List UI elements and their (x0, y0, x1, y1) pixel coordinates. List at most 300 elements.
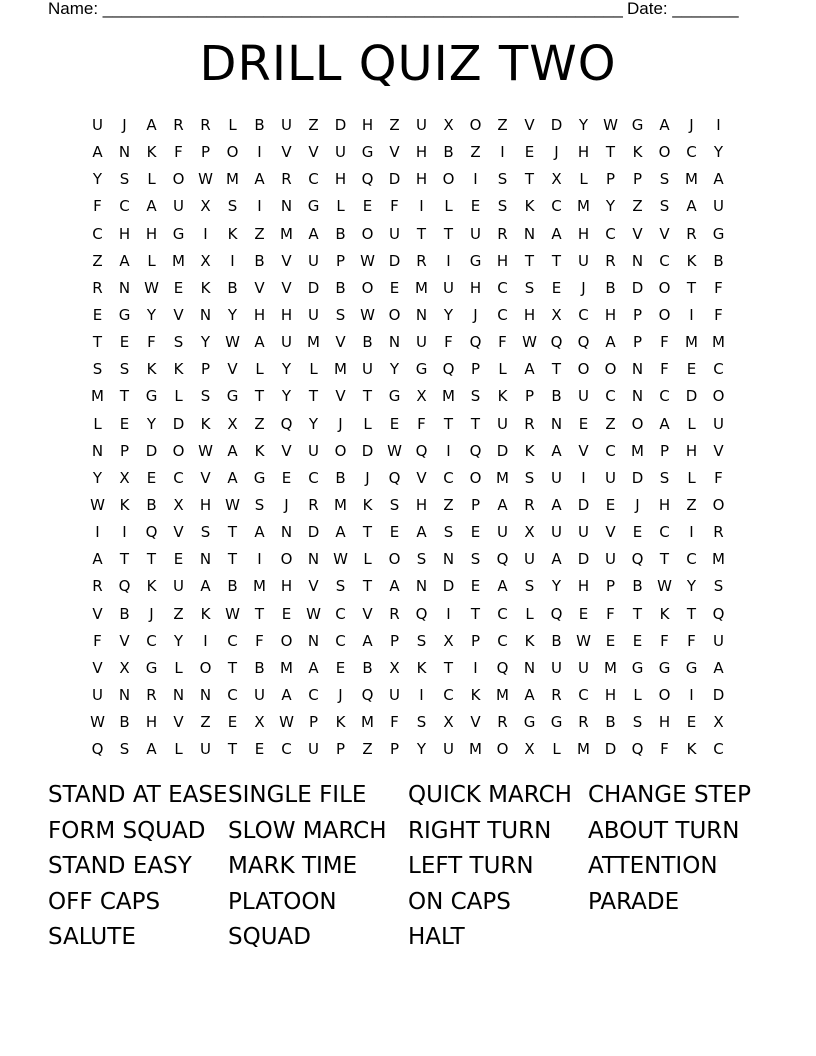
grid-letter: M (604, 658, 617, 677)
grid-letter: D (550, 116, 563, 134)
grid-letter: U (308, 740, 319, 759)
grid-letter: T (551, 251, 562, 270)
grid-row (84, 221, 732, 248)
grid-letter: P (470, 631, 481, 650)
grid-row (84, 709, 732, 736)
grid-letter: C (497, 278, 508, 297)
grid-letter: D (307, 278, 320, 297)
grid-letter: O (604, 360, 617, 379)
grid-letter: G (415, 360, 428, 379)
grid-letter: W (198, 441, 213, 460)
grid-letter: X (524, 740, 535, 759)
grid-letter: H (685, 441, 698, 460)
grid-letter: V (470, 713, 481, 732)
grid-letter: A (92, 143, 103, 162)
grid-letter: A (92, 550, 103, 569)
word-list-item: OFF CAPS (48, 888, 161, 915)
grid-letter: H (415, 170, 428, 189)
grid-letter: X (119, 468, 130, 487)
grid-letter: K (173, 360, 184, 379)
grid-letter: H (280, 305, 293, 324)
grid-letter: S (119, 170, 130, 189)
grid-letter: J (473, 305, 478, 324)
grid-letter: M (685, 333, 698, 352)
grid-letter: H (415, 495, 428, 514)
grid-letter: E (389, 278, 400, 297)
grid-letter: Z (389, 116, 400, 134)
grid-letter: D (442, 577, 455, 596)
grid-letter: K (497, 387, 508, 406)
grid-letter: U (362, 360, 373, 379)
grid-letter: J (689, 116, 694, 134)
grid-letter: D (712, 685, 725, 704)
grid-letter: R (551, 685, 562, 704)
word-list-item: LEFT TURN (408, 853, 534, 880)
grid-letter: U (200, 740, 211, 759)
grid-letter: U (470, 224, 481, 243)
grid-letter: Z (200, 713, 211, 732)
grid-letter: Q (469, 333, 482, 352)
grid-letter: S (173, 333, 184, 352)
grid-letter: S (659, 170, 670, 189)
grid-letter: X (200, 251, 211, 270)
grid-letter: P (119, 441, 130, 460)
grid-letter: K (254, 441, 265, 460)
grid-letter: Q (415, 441, 428, 460)
grid-letter: H (577, 224, 590, 243)
grid-letter: Z (605, 414, 616, 433)
grid-letter: S (416, 713, 427, 732)
grid-letter: M (334, 495, 347, 514)
grid-letter: A (551, 495, 562, 514)
grid-letter: T (443, 224, 454, 243)
grid-letter: D (577, 495, 590, 514)
grid-letter: J (635, 495, 640, 514)
grid-letter: H (577, 577, 590, 596)
grid-letter: H (658, 713, 671, 732)
grid-letter: M (577, 740, 590, 759)
word-list-item: PLATOON (228, 888, 337, 915)
grid-letter: U (497, 523, 508, 542)
grid-letter: O (280, 550, 293, 569)
grid-letter: T (254, 604, 265, 623)
grid-letter: C (281, 740, 292, 759)
grid-letter: Z (308, 116, 319, 134)
grid-letter: E (335, 658, 346, 677)
grid-letter: C (308, 468, 319, 487)
grid-letter: M (280, 658, 293, 677)
grid-letter: C (713, 740, 724, 759)
grid-letter: M (442, 387, 455, 406)
grid-letter: T (362, 577, 373, 596)
grid-letter: T (227, 550, 238, 569)
grid-letter: I (257, 143, 262, 162)
grid-letter: X (551, 170, 562, 189)
grid-letter: E (254, 740, 265, 759)
grid-letter: H (577, 143, 590, 162)
grid-letter: Q (415, 604, 428, 623)
grid-letter: Z (632, 197, 643, 216)
grid-letter: O (469, 468, 482, 487)
grid-letter: Q (442, 360, 455, 379)
grid-letter: N (91, 441, 104, 460)
grid-letter: U (92, 116, 103, 134)
grid-letter: L (93, 414, 102, 433)
grid-letter: T (227, 740, 238, 759)
grid-letter: U (308, 251, 319, 270)
grid-letter: H (280, 577, 293, 596)
grid-letter: N (523, 658, 536, 677)
grid-letter: V (281, 251, 292, 270)
grid-letter: Y (92, 170, 103, 189)
grid-letter: T (362, 523, 373, 542)
grid-letter: G (658, 658, 671, 677)
grid-letter: W (90, 495, 105, 514)
grid-letter: S (524, 278, 535, 297)
grid-letter: S (200, 387, 211, 406)
grid-letter: O (658, 278, 671, 297)
grid-letter: A (497, 495, 508, 514)
grid-letter: U (254, 685, 265, 704)
grid-letter: O (334, 441, 347, 460)
grid-letter: T (605, 143, 616, 162)
grid-letter: Y (605, 197, 616, 216)
grid-letter: T (416, 224, 427, 243)
grid-letter: R (389, 604, 400, 623)
grid-letter: H (415, 143, 428, 162)
grid-letter: K (200, 278, 211, 297)
grid-letter: W (144, 278, 159, 297)
grid-letter: W (603, 116, 618, 134)
grid-letter: V (713, 441, 724, 460)
grid-letter: U (443, 740, 454, 759)
grid-letter: W (279, 713, 294, 732)
grid-letter: F (714, 305, 723, 324)
grid-letter: M (91, 387, 104, 406)
grid-letter: F (390, 197, 399, 216)
grid-letter: S (443, 523, 454, 542)
grid-letter: O (469, 116, 482, 134)
grid-letter: C (497, 604, 508, 623)
grid-letter: A (119, 251, 130, 270)
grid-letter: Z (254, 224, 265, 243)
grid-letter: K (524, 197, 535, 216)
grid-letter: B (146, 495, 157, 514)
grid-letter: N (442, 550, 455, 569)
grid-letter: A (308, 224, 319, 243)
grid-letter: F (606, 604, 615, 623)
grid-letter: L (174, 387, 183, 406)
grid-letter: R (200, 116, 211, 134)
grid-letter: Q (280, 414, 293, 433)
grid-letter: B (254, 658, 265, 677)
grid-letter: Z (686, 495, 697, 514)
grid-letter: N (631, 251, 644, 270)
word-list-item: PARADE (588, 888, 680, 915)
grid-letter: G (712, 224, 725, 243)
grid-letter: B (119, 713, 130, 732)
grid-letter: X (227, 414, 238, 433)
grid-letter: V (632, 224, 643, 243)
grid-row (84, 682, 732, 709)
grid-letter: S (524, 577, 535, 596)
grid-letter: Q (577, 333, 590, 352)
grid-letter: M (172, 251, 185, 270)
grid-row (84, 356, 732, 383)
grid-letter: F (147, 333, 156, 352)
word-list-item: CHANGE STEP (588, 782, 752, 808)
grid-letter: G (145, 387, 158, 406)
grid-letter: P (524, 387, 535, 406)
grid-letter: B (632, 577, 643, 596)
grid-letter: M (496, 685, 509, 704)
grid-letter: E (119, 333, 130, 352)
grid-letter: V (173, 713, 184, 732)
grid-letter: S (335, 577, 346, 596)
grid-letter: Y (281, 360, 292, 379)
grid-letter: L (363, 414, 372, 433)
word-list-item: HALT (408, 924, 465, 951)
grid-letter: E (389, 523, 400, 542)
grid-letter: P (200, 360, 211, 379)
grid-letter: E (173, 550, 184, 569)
grid-letter: Z (470, 143, 481, 162)
grid-letter: M (712, 550, 725, 569)
grid-letter: W (387, 441, 402, 460)
grid-letter: X (173, 495, 184, 514)
word-list-item: STAND AT EASE (48, 782, 228, 808)
grid-letter: Q (388, 468, 401, 487)
grid-letter: L (147, 251, 156, 270)
grid-letter: F (174, 143, 183, 162)
grid-letter: T (308, 387, 319, 406)
grid-letter: A (254, 333, 265, 352)
grid-letter: E (362, 197, 373, 216)
grid-letter: I (581, 468, 586, 487)
grid-letter: R (686, 224, 697, 243)
grid-letter: F (93, 197, 102, 216)
grid-letter: P (470, 360, 481, 379)
grid-letter: O (172, 170, 185, 189)
grid-letter: S (119, 740, 130, 759)
grid-letter: V (119, 631, 130, 650)
grid-letter: R (713, 523, 724, 542)
grid-letter: Q (550, 604, 563, 623)
grid-letter: F (390, 713, 399, 732)
grid-letter: T (470, 604, 481, 623)
grid-row (84, 248, 732, 275)
grid-letter: G (145, 658, 158, 677)
grid-letter: S (659, 197, 670, 216)
grid-letter: D (145, 441, 158, 460)
grid-row (84, 139, 732, 166)
grid-letter: D (388, 251, 401, 270)
grid-letter: P (200, 143, 211, 162)
grid-letter: I (122, 523, 127, 542)
grid-letter: S (389, 495, 400, 514)
grid-letter: I (203, 224, 208, 243)
grid-letter: J (365, 468, 370, 487)
grid-letter: A (146, 197, 157, 216)
grid-letter: I (203, 631, 208, 650)
grid-letter: C (146, 631, 157, 650)
grid-letter: R (281, 170, 292, 189)
grid-letter: Z (497, 116, 508, 134)
grid-letter: I (419, 685, 424, 704)
grid-letter: C (578, 305, 589, 324)
word-list-item: ABOUT TURN (588, 817, 740, 844)
grid-letter: U (497, 414, 508, 433)
grid-letter: O (172, 441, 185, 460)
grid-row (84, 275, 732, 302)
grid-letter: L (309, 360, 318, 379)
grid-row (84, 601, 732, 628)
grid-letter: H (604, 305, 617, 324)
grid-letter: R (416, 251, 427, 270)
grid-letter: E (551, 278, 562, 297)
grid-letter: L (174, 658, 183, 677)
grid-letter: B (443, 143, 454, 162)
grid-letter: G (253, 468, 266, 487)
grid-letter: U (443, 278, 454, 297)
grid-letter: G (631, 116, 644, 134)
grid-letter: K (362, 495, 373, 514)
grid-letter: X (119, 658, 130, 677)
grid-letter: R (308, 495, 319, 514)
grid-letter: F (498, 333, 507, 352)
grid-letter: Y (713, 143, 724, 162)
grid-letter: E (605, 495, 616, 514)
grid-letter: E (173, 278, 184, 297)
grid-letter: I (689, 305, 694, 324)
grid-letter: A (551, 224, 562, 243)
grid-letter: O (712, 387, 725, 406)
grid-letter: N (523, 224, 536, 243)
grid-letter: M (685, 170, 698, 189)
grid-letter: S (92, 360, 103, 379)
grid-letter: U (551, 523, 562, 542)
grid-letter: Q (496, 550, 509, 569)
grid-letter: V (92, 658, 103, 677)
grid-letter: G (118, 305, 131, 324)
grid-letter: D (361, 441, 374, 460)
grid-letter: U (389, 224, 400, 243)
grid-letter: P (335, 251, 346, 270)
grid-letter: F (687, 631, 696, 650)
grid-letter: V (416, 468, 427, 487)
grid-letter: Y (281, 387, 292, 406)
grid-letter: E (524, 143, 535, 162)
grid-letter: C (443, 685, 454, 704)
grid-letter: M (280, 224, 293, 243)
grid-row (84, 166, 732, 193)
grid-letter: Y (443, 305, 454, 324)
grid-letter: X (443, 713, 454, 732)
grid-letter: L (444, 197, 453, 216)
grid-letter: U (605, 468, 616, 487)
grid-letter: U (416, 116, 427, 134)
grid-letter: R (497, 713, 508, 732)
grid-letter: B (362, 658, 373, 677)
grid-letter: C (173, 468, 184, 487)
grid-letter: D (334, 116, 347, 134)
grid-letter: W (225, 495, 240, 514)
grid-letter: K (416, 658, 427, 677)
grid-letter: F (714, 468, 723, 487)
grid-letter: P (389, 631, 400, 650)
grid-letter: L (336, 197, 345, 216)
grid-letter: E (470, 523, 481, 542)
grid-letter: G (469, 251, 482, 270)
grid-letter: W (657, 577, 672, 596)
grid-letter: U (578, 387, 589, 406)
grid-letter: N (118, 685, 131, 704)
grid-letter: K (524, 441, 535, 460)
grid-letter: K (119, 495, 130, 514)
grid-letter: C (119, 197, 130, 216)
grid-letter: F (93, 631, 102, 650)
grid-letter: J (338, 414, 343, 433)
grid-letter: C (578, 685, 589, 704)
grid-letter: V (92, 604, 103, 623)
grid-letter: A (362, 631, 373, 650)
grid-letter: H (604, 685, 617, 704)
grid-letter: N (388, 333, 401, 352)
grid-letter: T (524, 251, 535, 270)
grid-letter: N (199, 305, 212, 324)
grid-letter: U (578, 658, 589, 677)
grid-letter: E (389, 414, 400, 433)
grid-letter: D (631, 278, 644, 297)
grid-letter: F (714, 278, 723, 297)
grid-letter: L (633, 685, 642, 704)
grid-letter: H (334, 170, 347, 189)
grid-letter: S (632, 713, 643, 732)
word-list-item: FORM SQUAD (48, 817, 206, 844)
grid-row (84, 546, 732, 573)
word-list-item: ATTENTION (588, 853, 718, 880)
grid-letter: B (551, 387, 562, 406)
grid-row (84, 628, 732, 655)
grid-letter: J (338, 685, 343, 704)
grid-letter: Y (578, 116, 589, 134)
grid-letter: Q (496, 658, 509, 677)
grid-letter: C (92, 224, 103, 243)
grid-letter: T (659, 550, 670, 569)
grid-letter: O (658, 305, 671, 324)
grid-letter: T (686, 604, 697, 623)
name-field-label: Name: _______________________________________________________ (48, 0, 623, 18)
grid-letter: A (497, 577, 508, 596)
grid-letter: B (227, 577, 238, 596)
grid-letter: W (333, 550, 348, 569)
grid-letter: S (254, 495, 265, 514)
grid-letter: K (686, 251, 697, 270)
grid-letter: W (360, 305, 375, 324)
grid-letter: T (470, 414, 481, 433)
grid-letter: A (254, 170, 265, 189)
grid-letter: H (145, 713, 158, 732)
word-list-item: RIGHT TURN (408, 817, 552, 844)
grid-letter: P (470, 495, 481, 514)
grid-letter: G (307, 197, 320, 216)
grid-letter: T (686, 278, 697, 297)
grid-letter: N (280, 523, 293, 542)
grid-letter: E (605, 631, 616, 650)
grid-letter: N (631, 387, 644, 406)
grid-letter: A (146, 740, 157, 759)
grid-letter: C (308, 685, 319, 704)
